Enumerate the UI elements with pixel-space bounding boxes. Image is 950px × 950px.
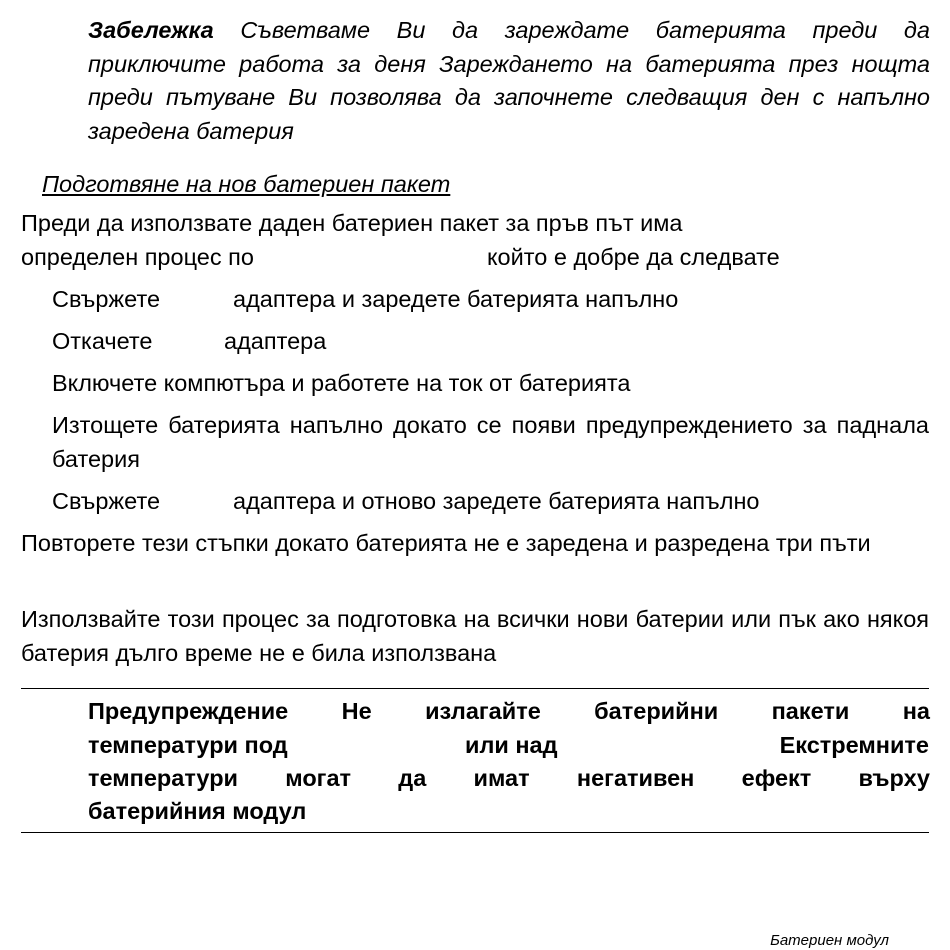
note-text: Съветваме Ви да зареждате батерията преди да приключите работа за деня Зареждането на батерията през нощта преди пътуване Ви позволява да започнете следващия ден с напълно заредена батерия xyxy=(88,17,930,144)
warning-line-2-end: Екстремните xyxy=(779,732,929,758)
repeat-paragraph: Повторете тези стъпки докато батерията не е заредена и разредена три пъти xyxy=(21,530,871,556)
step-2-text: адаптера xyxy=(224,328,327,354)
step-5-text: адаптера и отново заредете батерията напълно xyxy=(233,488,760,514)
warning-line-1: Предупреждение Не излагайте батерийни пакети на xyxy=(88,698,930,724)
warning-line-2-start: температури под xyxy=(88,732,288,758)
warning-bottom-rule xyxy=(21,832,929,833)
intro-line-1: Преди да използвате даден батериен пакет за пръв път има xyxy=(21,210,683,236)
step-1-verb: Свържете xyxy=(52,286,161,312)
warning-line-3: температури могат да имат негативен ефект върху xyxy=(88,765,930,791)
usage-paragraph: Използвайте този процес за подготовка на всички нови батерии или пък ако някоя батерия дълго време не е била използвана xyxy=(21,606,929,666)
warning-top-rule xyxy=(21,688,929,689)
warning-line-2-middle: или над xyxy=(465,732,558,758)
intro-line-2-end: който е добре да следвате xyxy=(487,244,780,270)
section-heading: Подготвяне на нов батериен пакет xyxy=(42,171,451,197)
step-1-text: адаптера и заредете батерията напълно xyxy=(233,286,679,312)
step-2-verb: Откачете xyxy=(52,328,153,354)
note-block xyxy=(88,14,930,148)
page-footer: Батериен модул xyxy=(770,932,889,949)
warning-line-4: батерийния модул xyxy=(88,798,307,824)
intro-line-2-start: определен процес по xyxy=(21,244,254,270)
step-5-verb: Свържете xyxy=(52,488,161,514)
note-label: Забележка xyxy=(88,17,214,43)
step-4-text: Изтощете батерията напълно докато се появи предупреждението за паднала батерия xyxy=(52,412,929,472)
step-3-text: Включете компютъра и работете на ток от батерията xyxy=(52,370,631,396)
